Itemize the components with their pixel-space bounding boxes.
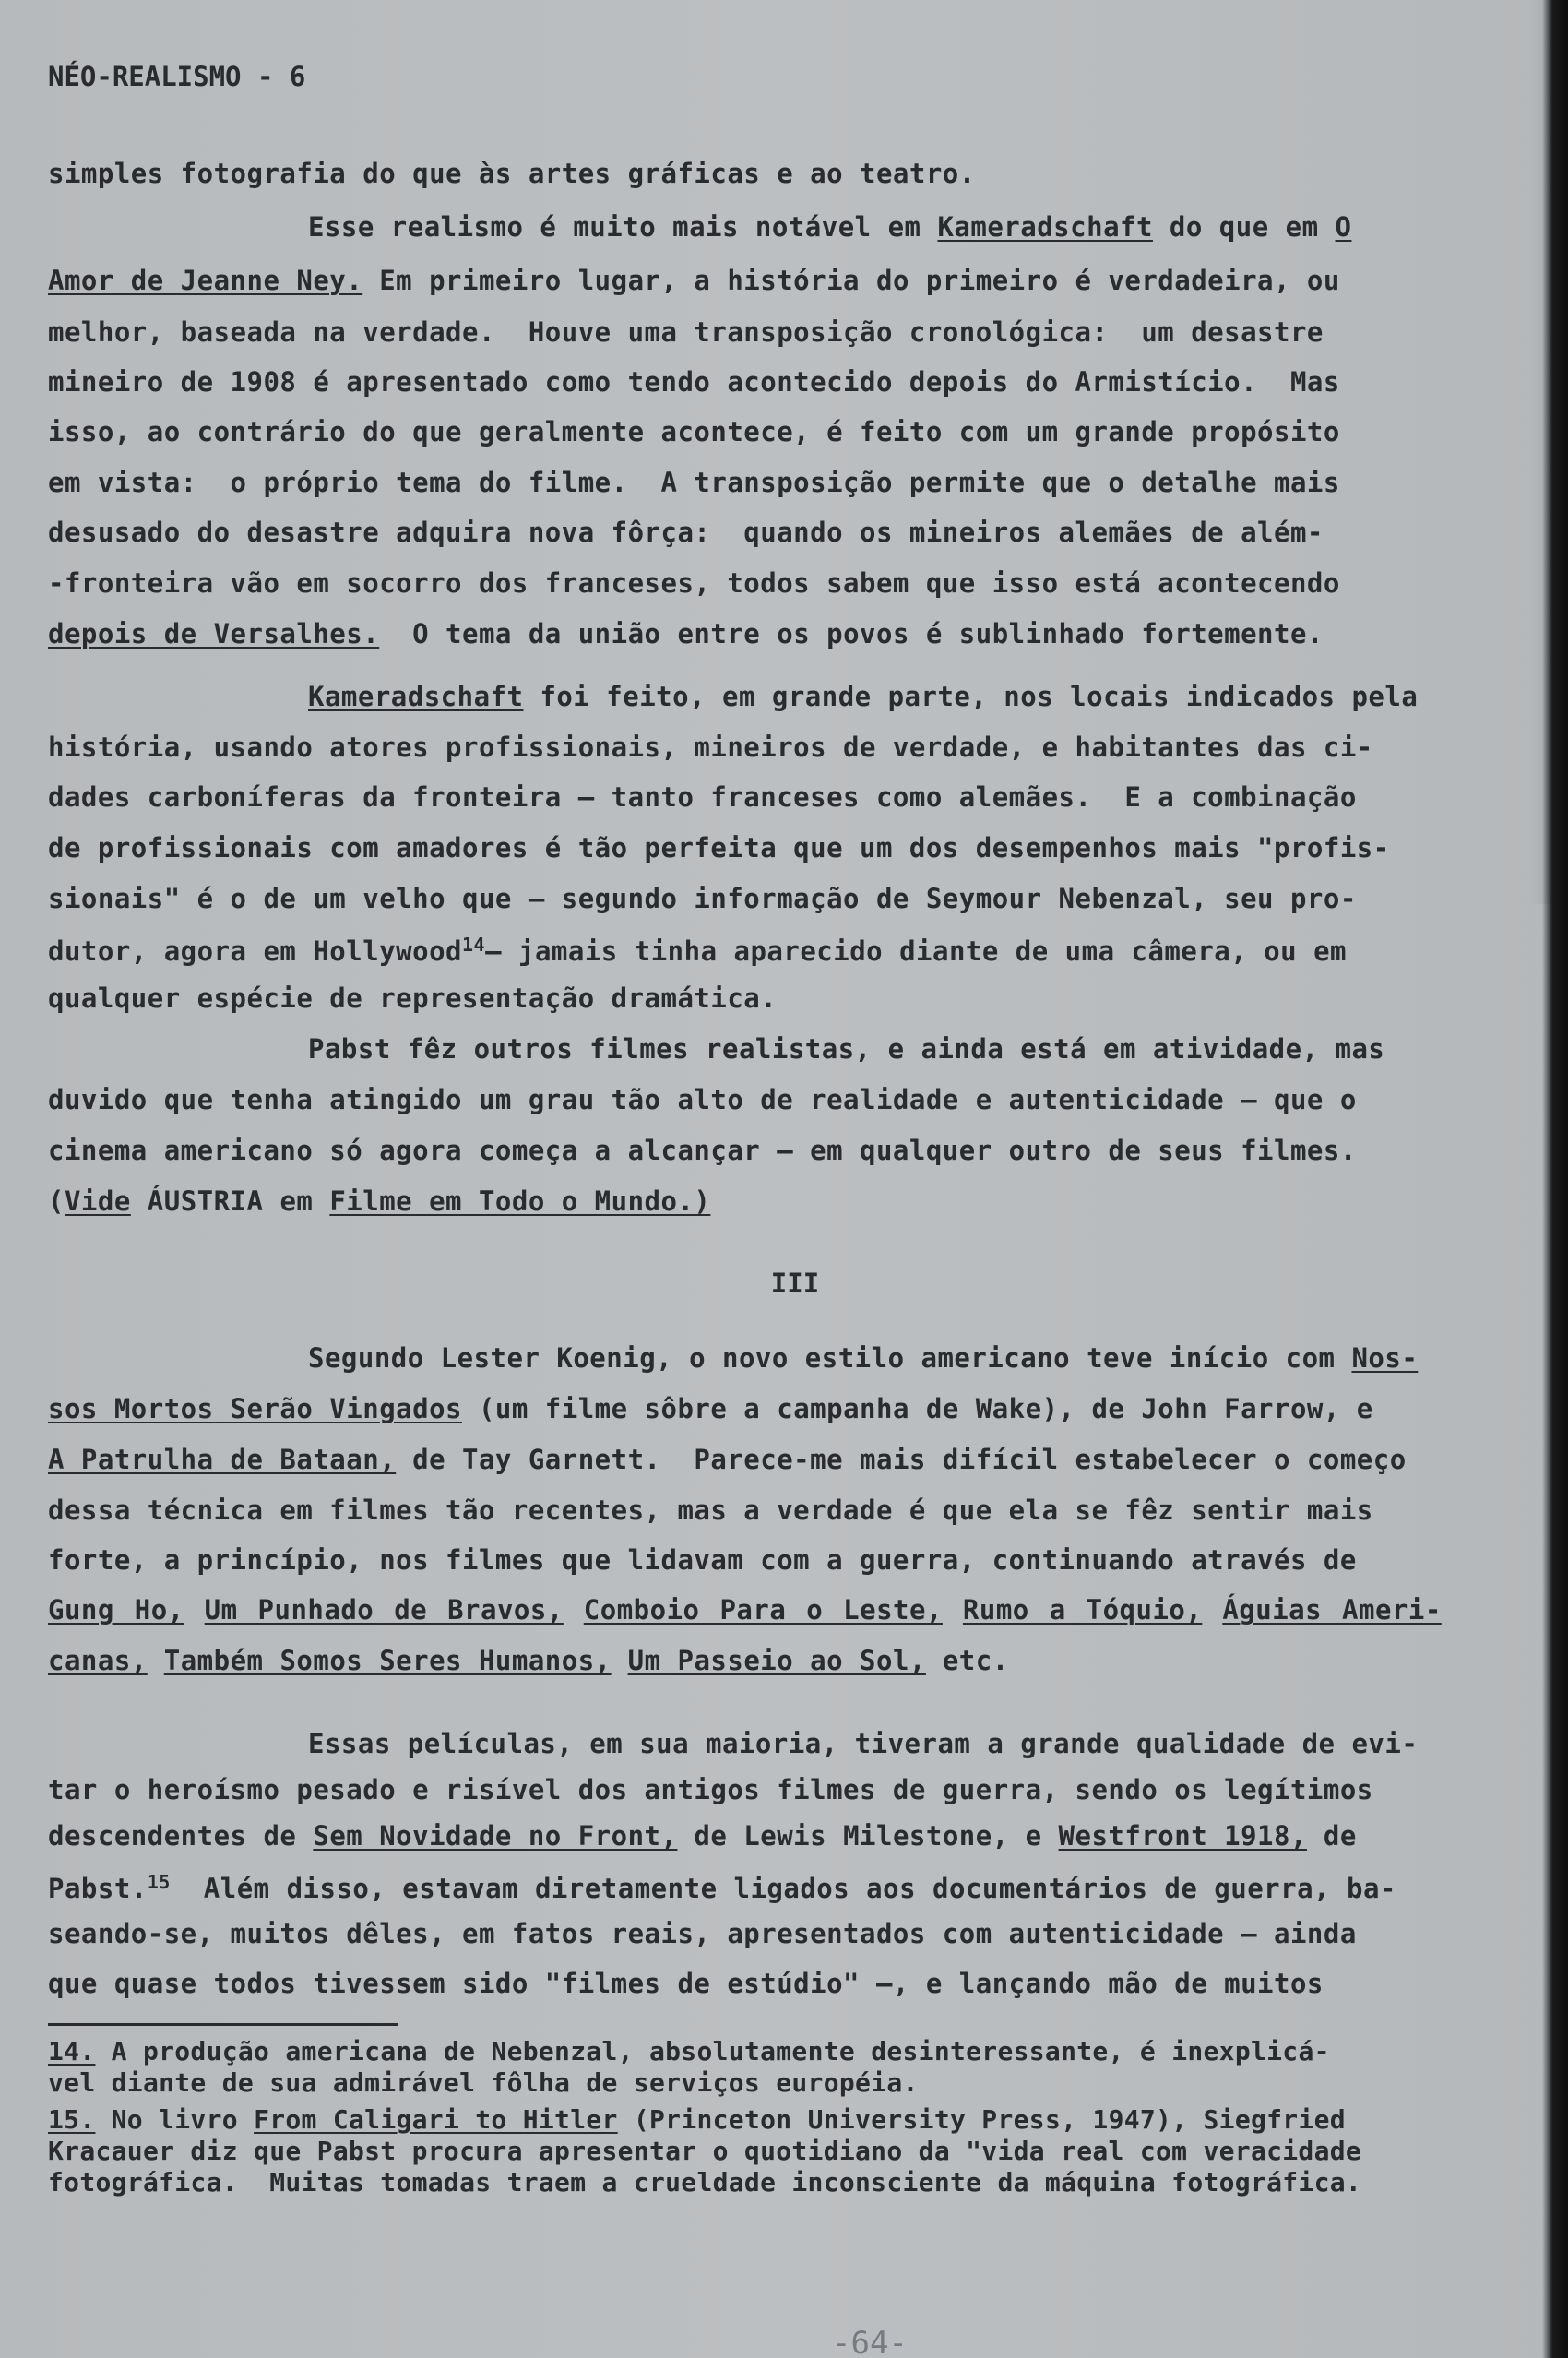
text-line: de profissionais com amadores é tão perfeita que um dos desempenhos mais "profis-	[48, 832, 1390, 863]
footnote-14: 14. A produção americana de Nebenzal, absolutamente desinteressante, é inexplicá-	[48, 2036, 1330, 2066]
film-title: Rumo a Tóquio,	[962, 1594, 1203, 1626]
text-line	[48, 1594, 1542, 1626]
dark-right-edge	[1542, 0, 1568, 2358]
text-line: canas, Também Somos Seres Humanos, Um Passeio ao Sol, etc.	[48, 1645, 1009, 1676]
text-line: dutor, agora em Hollywood$^{14}$— jamais tinha aparecido diante de uma câmera, ou em	[48, 934, 1347, 967]
text-line: Esse realismo é muito mais notável em Kameradschaft do que em O	[308, 211, 1352, 243]
film-title: A Patrulha de Bataan,	[48, 1444, 397, 1475]
text-line: mineiro de 1908 é apresentado como tendo acontecido depois do Armistício. Mas	[48, 366, 1340, 398]
text-line: forte, a princípio, nos filmes que lidavam com a guerra, continuando através de	[48, 1544, 1357, 1576]
film-title: Comboio Para o Leste,	[583, 1594, 943, 1626]
film-title: Gung Ho,	[48, 1594, 184, 1626]
book-title: From Caligari to Hitler	[254, 2104, 618, 2135]
film-title: sos Mortos Serão Vingados	[48, 1393, 462, 1424]
section-number: III	[770, 1268, 820, 1299]
text-line: (Vide ÁUSTRIA em Filme em Todo o Mundo.)	[48, 1185, 711, 1217]
reference: Filme em Todo o Mundo.)	[329, 1185, 711, 1217]
text-line: cinema americano só agora começa a alcançar — em qualquer outro de seus filmes.	[48, 1135, 1357, 1166]
footnote-15-cont: Kracauer diz que Pabst procura apresentar o quotidiano da "vida real com veracidade	[48, 2136, 1362, 2166]
page-header: NÉO-REALISMO - 6	[48, 61, 306, 92]
text-line: duvido que tenha atingido um grau tão alto de realidade e autenticidade — que o	[48, 1084, 1357, 1115]
text-line: dessa técnica em filmes tão recentes, mas a verdade é que ela se fêz sentir mais	[48, 1495, 1373, 1526]
text-line: Kameradschaft foi feito, em grande parte, nos locais indicados pela	[308, 681, 1419, 712]
film-title: Também Somos Seres Humanos,	[163, 1645, 612, 1676]
text-line: em vista: o próprio tema do filme. A transposição permite que o detalhe mais	[48, 467, 1340, 498]
film-title: Kameradschaft	[308, 681, 524, 712]
text-line: Essas películas, em sua maioria, tiveram a grande qualidade de evi-	[308, 1728, 1419, 1759]
text-line: qualquer espécie de representação dramática.	[48, 982, 778, 1014]
text-line: sos Mortos Serão Vingados (um filme sôbre a campanha de Wake), de John Farrow, e	[48, 1393, 1373, 1424]
footnote-15-cont: fotográfica. Muitas tomadas traem a crueldade inconsciente da máquina fotográfica.	[48, 2167, 1362, 2197]
film-title: canas,	[48, 1645, 148, 1676]
text-line: melhor, baseada na verdade. Houve uma transposição cronológica: um desastre	[48, 316, 1324, 348]
footnote-14-cont: vel diante de sua admirável fôlha de serviços européia.	[48, 2067, 919, 2098]
text-line: seando-se, muitos dêles, em fatos reais, apresentados com autenticidade — ainda	[48, 1918, 1357, 1949]
text-line: Amor de Jeanne Ney. Em primeiro lugar, a história do primeiro é verdadeira, ou	[48, 265, 1340, 296]
text-line: isso, ao contrário do que geralmente acontece, é feito com um grande propósito	[48, 416, 1340, 447]
footnote-rule	[48, 2023, 398, 2026]
footnote-ref: 14	[462, 934, 486, 956]
film-title: O	[1335, 211, 1352, 243]
film-title: Westfront 1918,	[1058, 1820, 1307, 1852]
text-line: depois de Versalhes. O tema da união entre os povos é sublinhado fortemente.	[48, 618, 1324, 649]
film-title: Kameradschaft	[937, 211, 1153, 243]
film-title: Nos-	[1351, 1342, 1419, 1374]
page-number-marks: -64-	[832, 2325, 908, 2358]
text-line: descendentes de Sem Novidade no Front, de Lewis Milestone, e Westfront 1918, de	[48, 1820, 1357, 1852]
film-title: Sem Novidade no Front,	[313, 1820, 678, 1852]
text-line: A Patrulha de Bataan, de Tay Garnett. Parece-me mais difícil estabelecer o começo	[48, 1444, 1407, 1475]
reference: Vide	[64, 1185, 131, 1217]
footnote-ref: 15	[147, 1871, 171, 1893]
text-line: -fronteira vão em socorro dos franceses, todos sabem que isso está acontecendo	[48, 567, 1340, 599]
film-title: Águias Ameri-	[1222, 1594, 1442, 1626]
film-title: Amor de Jeanne Ney.	[48, 265, 363, 296]
text-line: Pabst fêz outros filmes realistas, e ainda está em atividade, mas	[308, 1033, 1385, 1065]
text-line: tar o heroísmo pesado e risível dos antigos filmes de guerra, sendo os legítimos	[48, 1774, 1373, 1805]
film-title: depois de Versalhes.	[48, 618, 380, 649]
footnote-15: 15. No livro From Caligari to Hitler (Princeton University Press, 1947), Siegfried	[48, 2104, 1346, 2135]
text-line: simples fotografia do que às artes gráficas e ao teatro.	[48, 158, 976, 189]
text-line: Segundo Lester Koenig, o novo estilo americano teve início com Nos-	[308, 1342, 1419, 1374]
text-line: dades carboníferas da fronteira — tanto franceses como alemães. E a combinação	[48, 781, 1357, 813]
text-line: sionais" é o de um velho que — segundo informação de Seymour Nebenzal, seu pro-	[48, 883, 1357, 914]
film-title: Um Passeio ao Sol,	[627, 1645, 926, 1676]
text-line: desusado do desastre adquira nova fôrça: quando os mineiros alemães de além-	[48, 517, 1324, 548]
text-line: que quase todos tivessem sido "filmes de estúdio" —, e lançando mão de muitos	[48, 1968, 1324, 1999]
text-line: história, usando atores profissionais, mineiros de verdade, e habitantes das ci-	[48, 732, 1373, 763]
film-title: Um Punhado de Bravos,	[204, 1594, 564, 1626]
text-line: Pabst.$^{15}$ Além disso, estavam diretamente ligados aos documentários de guerra, ba-	[48, 1871, 1396, 1904]
